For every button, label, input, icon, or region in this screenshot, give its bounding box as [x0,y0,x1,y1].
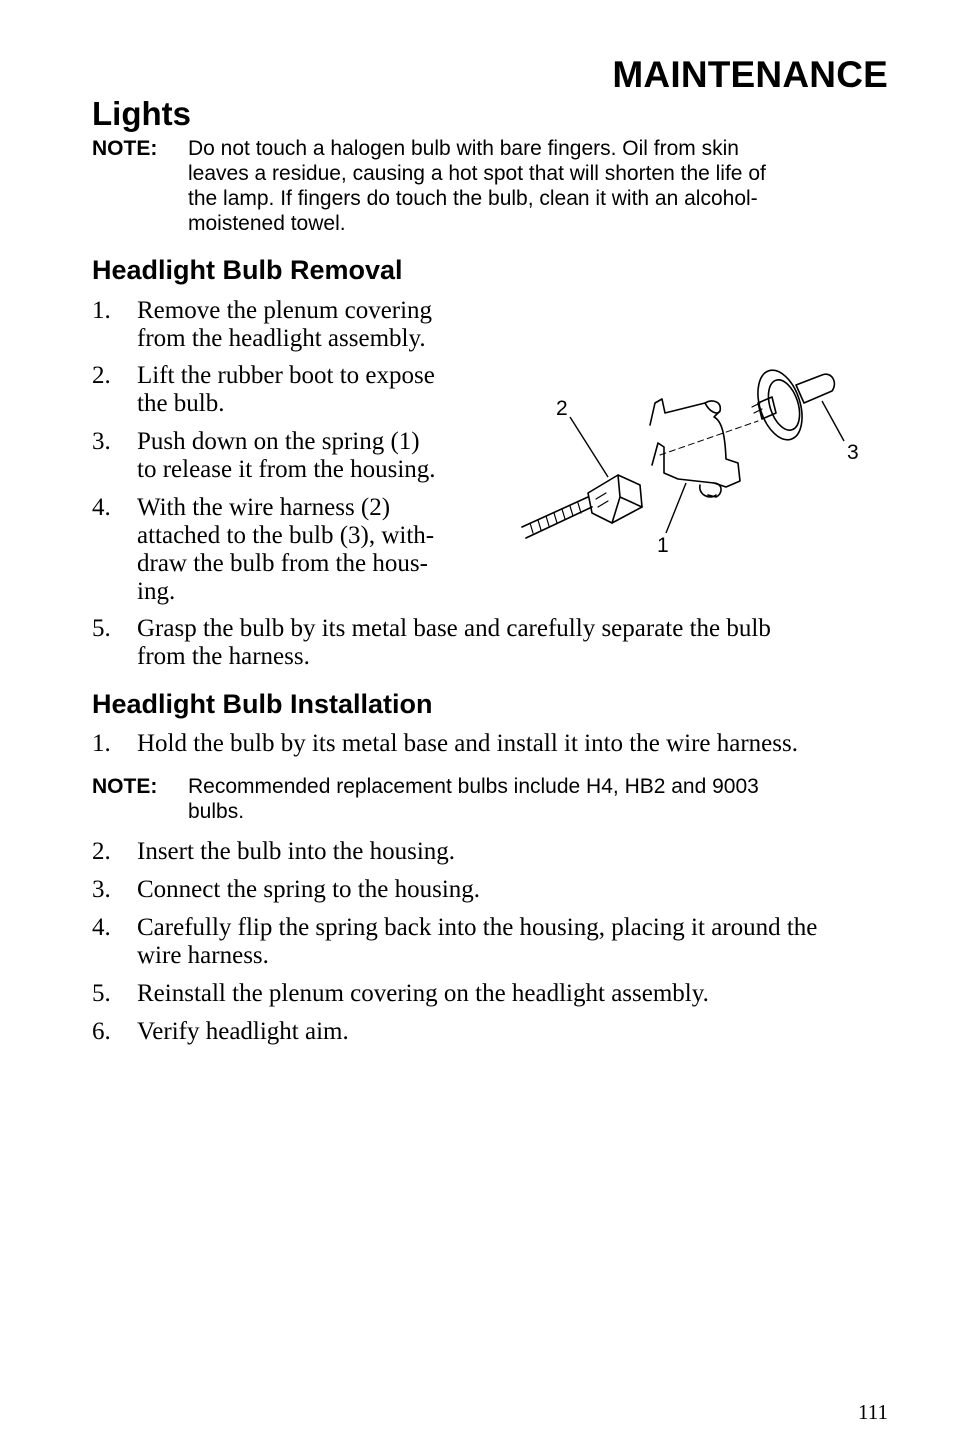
note-line: bulbs. [188,800,245,823]
step-text [137,297,432,353]
headlight-bulb-diagram [500,355,880,565]
step-line: to release it from the housing. [137,456,436,483]
subheading-removal: Headlight Bulb Removal [92,255,403,285]
callout-label-1: 1 [657,534,669,557]
harness-cable-ribs [530,503,581,533]
callout-label-3: 3 [847,441,859,464]
step-text [137,980,709,1008]
note-line: moistened towel. [188,212,346,235]
callout-leader-2 [570,417,608,477]
step-number: 4. [92,494,111,521]
step-line: attached to the bulb (3), with- [137,522,435,549]
step-line: Lift the rubber boot to expose [137,362,435,389]
step-line: With the wire harness (2) [137,494,391,521]
step-text [137,494,434,606]
step-line: Verify headlight aim. [137,1018,349,1045]
step-text [137,914,817,970]
note-text [188,774,759,824]
step-line: the bulb. [137,390,225,417]
note-label: NOTE: [92,137,158,160]
step-line: draw the bulb from the hous- [137,550,428,577]
callout-label-2: 2 [556,397,568,420]
step-number: 1. [92,297,111,324]
step-text [137,838,455,866]
subheading-installation: Headlight Bulb Installation [92,689,433,719]
step-number: 3. [92,876,111,903]
step-line: Grasp the bulb by its metal base and carefully separate the bulb [137,615,771,642]
step-number: 5. [92,980,111,1007]
step-line: from the harness. [137,643,310,670]
step-text [137,1018,349,1046]
step-text [137,362,435,418]
step-line: Insert the bulb into the housing. [137,838,456,865]
note-halogen [92,136,892,236]
bulb-assembly-illustration [500,355,880,565]
note-line: leaves a residue, causing a hot spot that will shorten the life of [188,162,766,185]
step-number: 5. [92,615,111,642]
axis-line [660,421,758,455]
note-line: Do not touch a halogen bulb with bare fingers. Oil from skin [188,137,739,160]
note-label: NOTE: [92,775,158,798]
step-line: Carefully flip the spring back into the housing, placing it around the [137,914,818,941]
bulb-glass [796,374,834,403]
section-header: MAINTENANCE [612,54,888,95]
spring-clip [650,399,740,487]
step-line: Connect the spring to the housing. [137,876,481,903]
step-line: from the headlight assembly. [137,325,426,352]
step-number: 3. [92,428,111,455]
step-number: 2. [92,838,111,865]
step-line: Reinstall the plenum covering on the headlight assembly. [137,980,709,1007]
step-text [137,615,771,671]
step-line: Push down on the spring (1) [137,428,420,455]
callout-leader-1 [666,483,686,533]
page-number: 111 [858,1400,888,1424]
step-line: Remove the plenum covering [137,297,433,324]
step-number: 2. [92,362,111,389]
step-number: 1. [92,730,111,757]
note-bulb-types [92,774,892,824]
step-text [137,876,480,904]
step-number: 4. [92,914,111,941]
note-line: Recommended replacement bulbs include H4, HB2 and 9003 [188,775,759,798]
step-line: ing. [137,578,176,605]
step-text [137,428,436,484]
callout-leader-3 [822,401,844,441]
step-line: Hold the bulb by its metal base and install it into the wire harness. [137,730,798,757]
step-line: wire harness. [137,942,269,969]
step-number: 6. [92,1018,111,1045]
step-text [137,730,798,758]
note-text [188,136,766,236]
note-line: the lamp. If fingers do touch the bulb, clean it with an alcohol- [188,187,758,210]
page-title: Lights [92,95,191,132]
